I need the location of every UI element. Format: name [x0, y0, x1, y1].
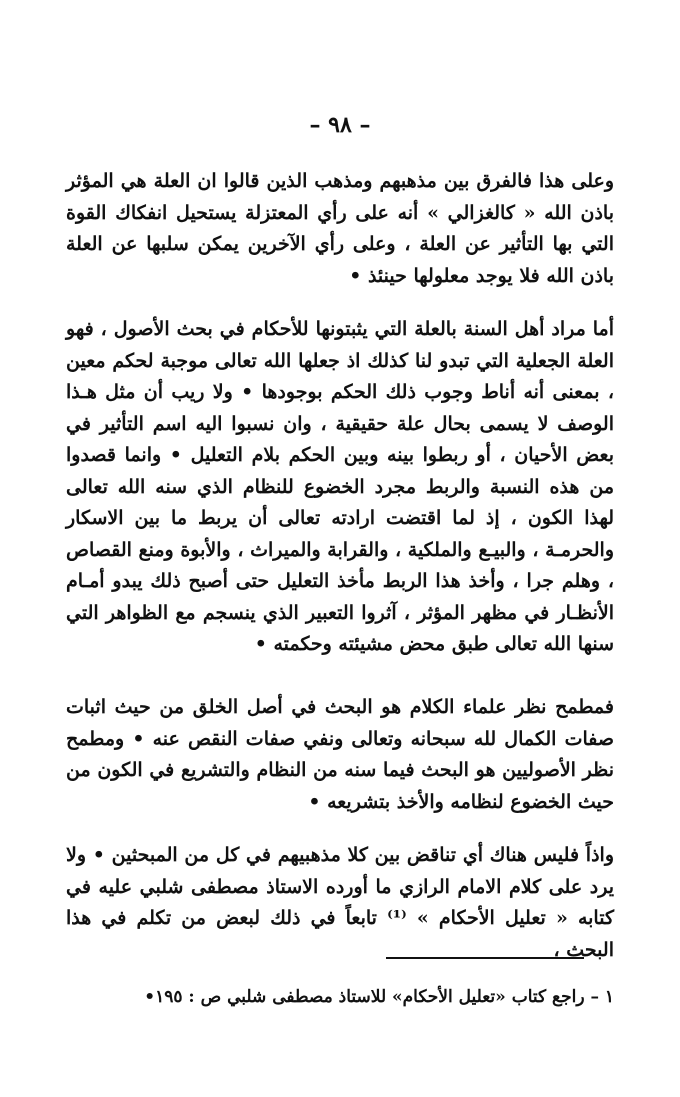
paragraph-text: وعلى هذا فالفرق بين مذهبهم ومذهب الذين قالوا ان العلة هي المؤثر باذن الله « كالغزالي » أنه على رأي المعتزلة يستحيل انفكاك القوة التي بها التأثير عن العلة ، وعلى رأي الآخرين يمكن سلبها عن العلة باذن الله فلا يوجد معلولها حينئذ • — [66, 170, 614, 287]
paragraph-text: فمطمح نظر علماء الكلام هو البحث في أصل الخلق من حيث اثبات صفات الكمال لله سبحانه وتعالى ونفي صفات النقص عنه • ومطمح نظر الأصوليين هو البحث فيما سنه من النظام والتشريع في الكون من حيث الخضوع لنظامه والأخذ بتشريعه • — [66, 696, 614, 813]
paragraph-text: أما مراد أهل السنة بالعلة التي يثبتونها للأحكام في بحث الأصول ، فهو العلة الجعلية التي تبدو لنا كذلك اذ جعلها الله تعالى موجبة لحكم معين ، بمعنى أنه أناط وجوب ذلك الحكم بوجودها • ولا ريب أن مثل هـذا الوصف لا يسمى بحال علة حقيقية ، وان نسبوا اليه اسم التأثير في بعض الأحيان ، أو ربطوا بينه وبين الحكم بلام التعليل • وانما قصدوا من هذه النسبة والربط مجرد الخضوع للنظام الذي سنه الله تعالى لهذا الكون ، إذ لما اقتضت ارادته تعالى أن يربط ما بين الاسكار والحرمـة ، والبيـع والملكية ، والقرابة والميراث ، والأبوة ومنع القصاص ، وهلم جرا ، وأخذ هذا الربط مأخذ التعليل حتى أصبح ذلك يبدو أمـام الأنظـار في مظهر المؤثر ، آثروا التعبير الذي ينسجم مع الظواهر التي سنها الله تعالى طبق محض مشيئته وحكمته • — [66, 318, 614, 655]
paragraph-1 — [66, 166, 614, 292]
paragraph-3 — [66, 692, 614, 818]
footnote: ١ – راجع كتاب «تعليل الأحكام» للاستاذ مصطفى شلبي ص : ١٩٥• — [144, 987, 614, 1007]
page-number: – ٩٨ – — [309, 112, 371, 138]
paragraph-2 — [66, 314, 614, 661]
footnote-divider — [386, 957, 584, 959]
paragraph-4 — [66, 840, 614, 966]
paragraph-text: واذاً فليس هناك أي تناقض بين كلا مذهبيهم في كل من المبحثين • ولا يرد على كلام الامام الرازي ما أورده الاستاذ مصطفى شلبي عليه في كتابه « تعليل الأحكام » ⁽¹⁾ تابعاً في ذلك لبعض من تكلم في هذا البحث ، — [66, 844, 614, 961]
